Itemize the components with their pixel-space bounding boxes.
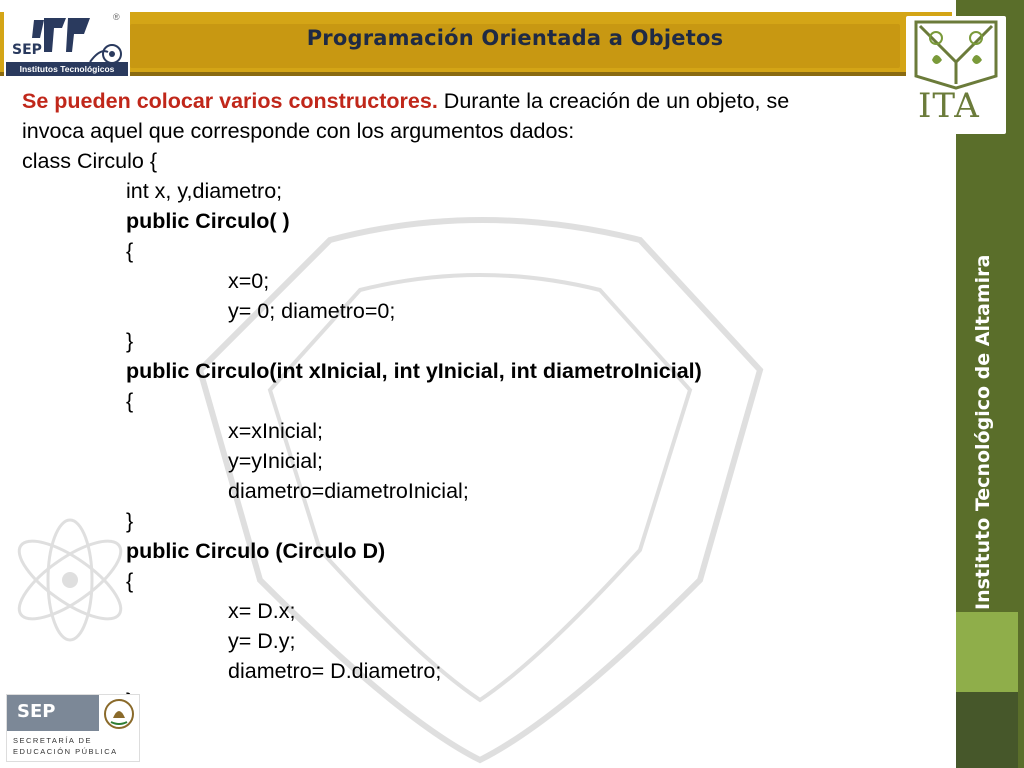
- code-line: [22, 716, 952, 746]
- right-band-dark-block: [956, 692, 1018, 768]
- sep-secretaria-logo: [6, 694, 140, 762]
- sep-caption-line-1: SECRETARÍA DE: [13, 736, 92, 745]
- code-line: public Circulo( ): [126, 209, 290, 233]
- code-line: [22, 686, 952, 716]
- sep-caption-line-2: EDUCACIÓN PÚBLICA: [13, 747, 118, 756]
- registered-mark: ®: [113, 12, 120, 22]
- code-line: }: [126, 329, 134, 353]
- code-line: {: [126, 239, 134, 263]
- slide-content: [22, 86, 952, 746]
- slide-title: Programación Orientada a Objetos: [306, 26, 724, 50]
- sep-logo-word: SEP: [12, 42, 42, 58]
- code-line: {: [126, 389, 134, 413]
- code-line: class Circulo {: [22, 149, 158, 173]
- header-stripe: [0, 72, 952, 76]
- intro-line-2: invoca aquel que corresponde con los argumentos dados:: [22, 119, 575, 143]
- code-line: {: [126, 569, 134, 593]
- intro-text: Durante la creación de un objeto, se: [437, 89, 790, 113]
- code-line: public Circulo(int xInicial, int yInicial, int diametroInicial): [126, 359, 702, 383]
- ita-emblem-text: ITA: [918, 86, 980, 126]
- intro-highlight: Se pueden colocar varios constructores.: [22, 89, 438, 113]
- code-line: x= D.x;: [228, 599, 296, 623]
- sep-bottom-word: SEP: [17, 701, 56, 722]
- code-line: }: [126, 509, 134, 533]
- code-line: x=0;: [228, 269, 270, 293]
- code-line: diametro= D.diametro;: [228, 659, 442, 683]
- code-line: x=xInicial;: [228, 419, 323, 443]
- code-line: public Circulo (Circulo D): [126, 539, 386, 563]
- sep-bottom-caption: [13, 735, 135, 757]
- sep-logo-caption: Institutos Tecnológicos: [6, 62, 128, 76]
- code-line: diametro=diametroInicial;: [228, 479, 469, 503]
- right-band-light-block: [956, 612, 1018, 692]
- institute-name-vertical: Instituto Tecnológico de Altamira: [972, 254, 994, 610]
- code-line: int x, y,diametro;: [126, 179, 283, 203]
- code-line: y= D.y;: [228, 629, 296, 653]
- code-line: y= 0; diametro=0;: [228, 299, 396, 323]
- code-line: y=yInicial;: [228, 449, 323, 473]
- intro-line-1: [22, 86, 952, 116]
- code-block: [22, 146, 952, 746]
- mexico-seal-icon: [103, 698, 135, 730]
